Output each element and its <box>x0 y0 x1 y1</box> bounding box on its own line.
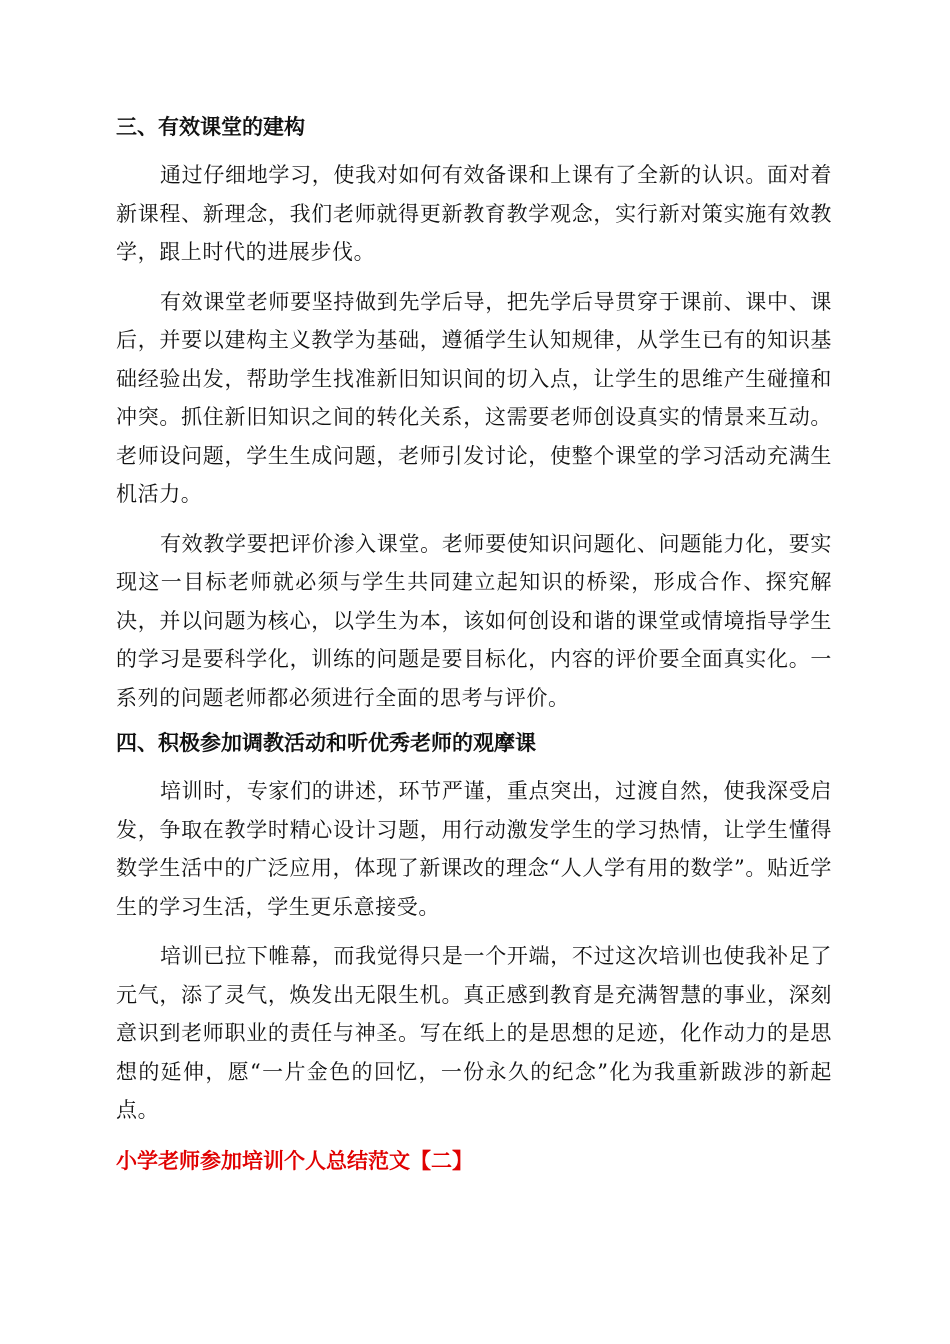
paragraph: 有效教学要把评价渗入课堂。老师要使知识问题化、问题能力化，要实现这一目标老师就必须与学生共同建立起知识的桥梁，形成合作、探究解决，并以问题为核心，以学生为本，该如何创设和谐的课堂或情境指导学生的学习是要科学化，训练的问题是要目标化，内容的评价要全面真实化。一系列的问题老师都必须进行全面的思考与评价。 <box>116 531 832 710</box>
paragraph: 培训已拉下帷幕，而我觉得只是一个开端，不过这次培训也使我补足了元气，添了灵气，焕发出无限生机。真正感到教育是充满智慧的事业，深刻意识到老师职业的责任与神圣。写在纸上的是思想的足迹，化作动力的是思想的延伸，愿“一片金色的回忆，一份永久的纪念”化为我重新跋涉的新起点。 <box>116 944 832 1122</box>
section-heading-4: 四、积极参加调教活动和听优秀老师的观摩课 <box>116 731 536 755</box>
section-heading-3: 三、有效课堂的建构 <box>116 115 305 139</box>
paragraph: 有效课堂老师要坚持做到先学后导，把先学后导贯穿于课前、课中、课后，并要以建构主义教学为基础，遵循学生认知规律，从学生已有的知识基础经验出发，帮助学生找准新旧知识间的切入点，让学生的思维产生碰撞和冲突。抓住新旧知识之间的转化关系，这需要老师创设真实的情景来互动。老师设问题，学生生成问题，老师引发讨论，使整个课堂的学习活动充满生机活力。 <box>116 289 832 506</box>
next-article-title: 小学老师参加培训个人总结范文【二】 <box>116 1148 473 1173</box>
paragraph: 培训时，专家们的讲述，环节严谨，重点突出，过渡自然，使我深受启发，争取在教学时精心设计习题，用行动激发学生的学习热情，让学生懂得数学生活中的广泛应用，体现了新课改的理念“人人学有用的数学”。贴近学生的学习生活，学生更乐意接受。 <box>116 779 832 919</box>
document-page <box>116 112 832 1176</box>
paragraph: 通过仔细地学习，使我对如何有效备课和上课有了全新的认识。面对着新课程、新理念，我们老师就得更新教育教学观念，实行新对策实施有效教学，跟上时代的进展步伐。 <box>116 163 832 264</box>
